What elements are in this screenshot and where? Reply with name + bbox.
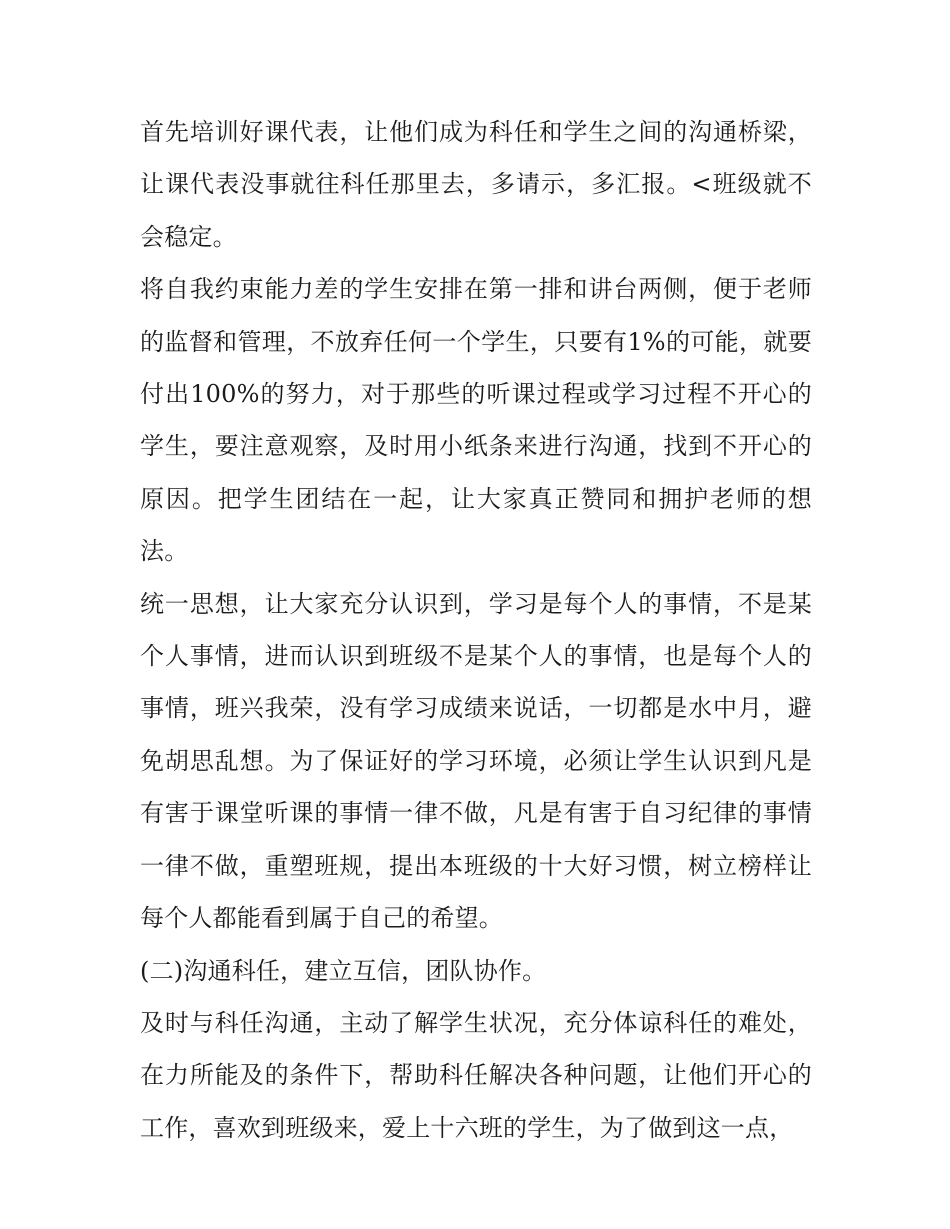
paragraph-1: 首先培训好课代表，让他们成为科任和学生之间的沟通桥梁，让课代表没事就往科任那里去，多请示，多汇报。<班级就不会稳定。 xyxy=(140,118,812,251)
paragraph-3: 统一思想，让大家充分认识到，学习是每个人的事情，不是某个人事情，进而认识到班级不是某个人的事情，也是每个人的事情，班兴我荣，没有学习成绩来说话，一切都是水中月，避免胡思乱想。为了保证好的学习环境，必须让学生认识到凡是有害于课堂听课的事情一律不做，凡是有害于自习纪律的事情一律不做，重塑班规，提出本班级的十大好习惯，树立榜样让每个人都能看到属于自己的希望。 xyxy=(140,589,812,933)
paragraph-2: 将自我约束能力差的学生安排在第一排和讲台两侧，便于老师的监督和管理，不放弃任何一个学生，只要有1%的可能，就要付出100%的努力，对于那些的听课过程或学习过程不开心的学生，要注意观察，及时用小纸条来进行沟通，找到不开心的原因。把学生团结在一起，让大家真正赞同和拥护老师的想法。 xyxy=(140,275,812,566)
section-heading: (二)沟通科任，建立互信，团队协作。 xyxy=(140,956,547,985)
document-body xyxy=(140,106,812,1154)
paragraph-4: 及时与科任沟通，主动了解学生状况，充分体谅科任的难处，在力所能及的条件下，帮助科任解决各种问题，让他们开心的工作，喜欢到班级来，爱上十六班的学生，为了做到这一点， xyxy=(140,1008,812,1142)
